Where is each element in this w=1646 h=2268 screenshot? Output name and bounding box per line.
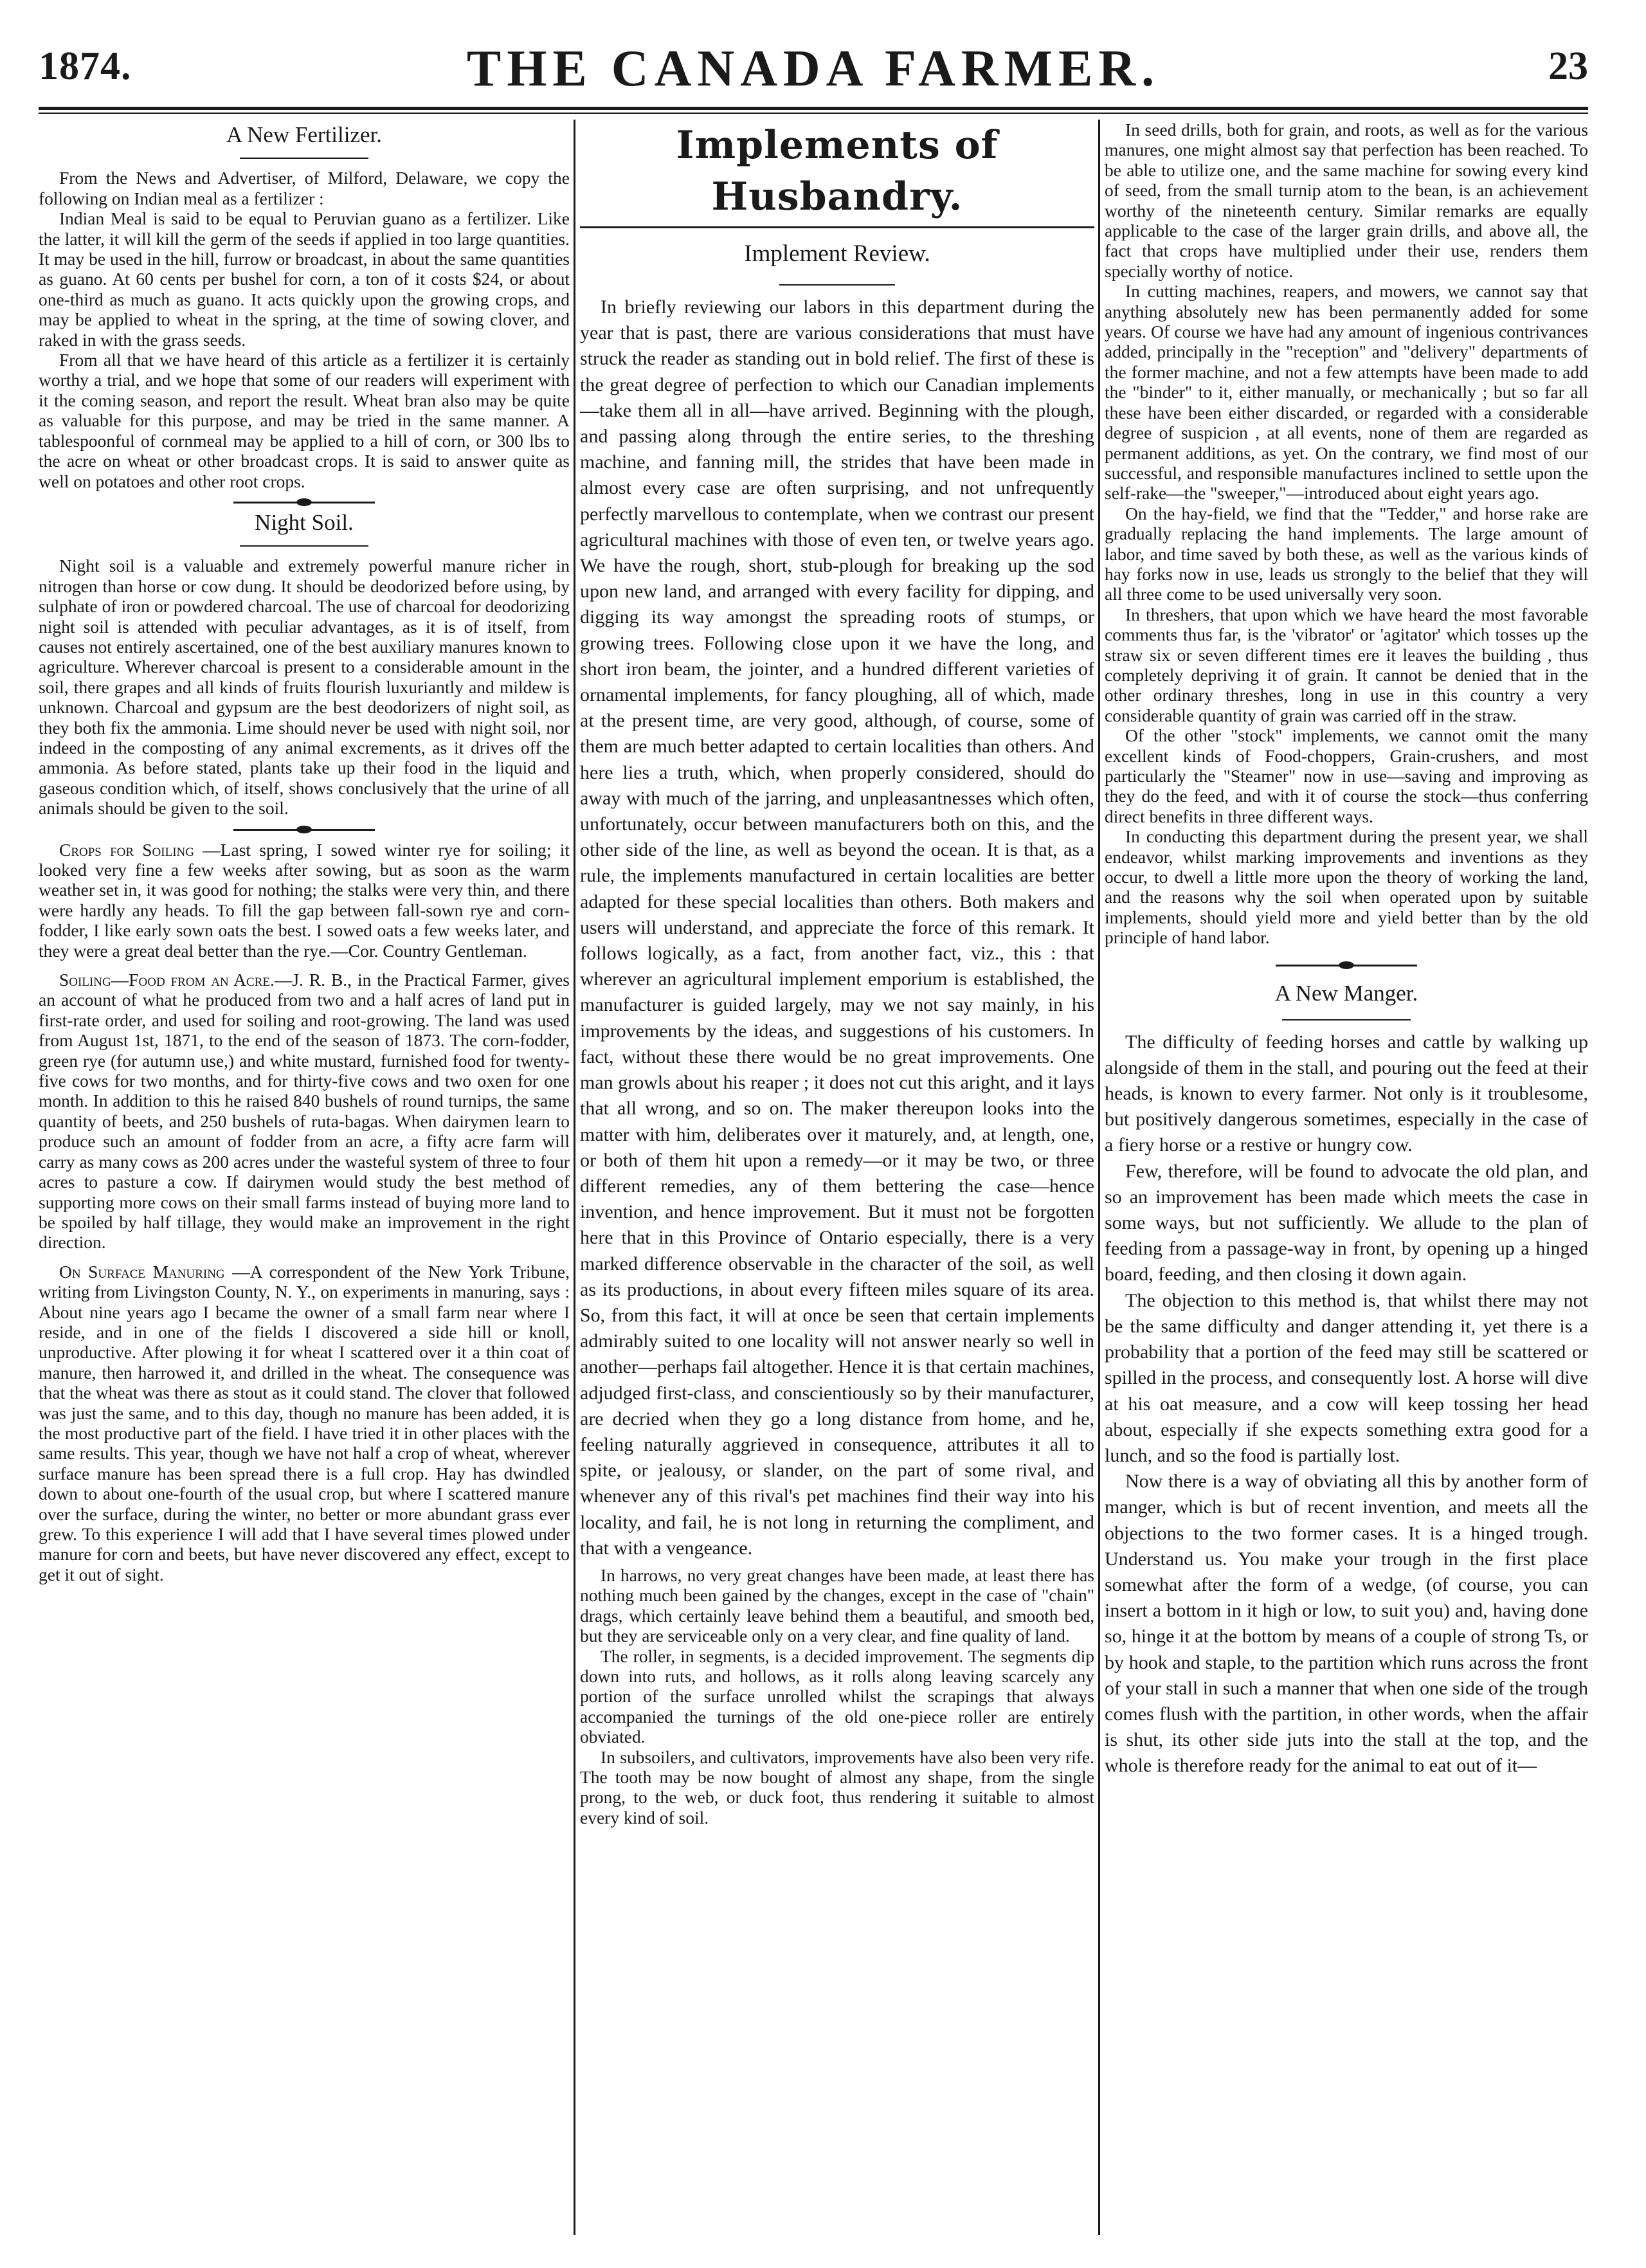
heading-rule <box>240 158 368 159</box>
divider-ornament <box>296 826 312 833</box>
item-lead: Soiling—Food from an Acre. <box>59 970 275 990</box>
article-implement-review-continued <box>580 1565 1094 1828</box>
page-number: 23 <box>1548 44 1588 88</box>
article-implement-review <box>580 295 1094 1561</box>
paragraph: From the News and Advertiser, of Milford, Delaware, we copy the following on Indian meal as a fertilizer : <box>39 168 570 208</box>
article-heading: A New Manger. <box>1274 980 1418 1006</box>
article-implement-review-continued <box>1105 120 1588 948</box>
section-divider <box>233 829 375 831</box>
item-text: —A correspondent of the New York Tribune, writing from Livingston County, N. Y., on experiments in manuring, says : About nine years ago I became the owner of a small farm near where I reside, and in one of the fields I discovered a side hill or knoll, unproductive. After plowing it for wheat I scattered over it a thin coat of manure, then harrowed it, and drilled in the wheat. The consequence was that the wheat was there as stout as it could stand. The clover that followed was just the same, and to this day, though no manure has been added, it is the most productive part of the field. I have tried it in other places with the same results. This year, though we have not half a crop of wheat, wherever surface manure has been spread there is a full crop. Hay has dwindled down to about one-fourth of the usual crop, but where I scattered manure over the surface, during the winter, no better or more abundant grass ever grew. To this experience I will add that I have several times plowed under manure for corn and beets, but have never discovered any effect, except to get it out of sight. <box>39 1261 570 1584</box>
section-divider <box>1276 965 1417 966</box>
article-new-manger <box>1105 1030 1588 1779</box>
newspaper-title: THE CANADA FARMER. <box>466 41 1161 97</box>
paragraph: Of the other "stock" implements, we cannot omit the many excellent kinds of Food-choppers, Grain-crushers, and most particularly the "Steamer" now in use—saving and improving as they do the feed, and with it of course the stock—thus conferring direct benefits in three different ways. <box>1105 725 1588 826</box>
paragraph: Night soil is a valuable and extremely powerful manure richer in nitrogen than horse or cow dung. It should be deodorized before using, by sulphate of iron or powdered charcoal. The use of charcoal for deodorizing night soil is attended with peculiar advantages, as it is of itself, from causes not entirely ascertained, one of the best auxiliary manures known to agriculture. Wherever charcoal is present to a considerable amount in the soil, there grapes and all kinds of fruits flourish luxuriantly and mildew is unknown. Charcoal and gypsum are the best deodorizers of night soil, as they both fix the ammonia. Lime should never be used with night soil, nor indeed in the composting of any animal excrements, as it drives off the ammonia. As before stated, plants take up their food in the liquid and gaseous condition which, of itself, shows conclusively that the urine of all animals should be given to the soil. <box>39 556 570 819</box>
item-text: —J. R. B., in the Practical Farmer, gives an account of what he produced from two and a half acres of land put in first-rate order, and used for soiling and root-growing. The land was used from August 1st, 1871, to the end of the season of 1873. The corn-fodder, green rye (for autumn use,) and white mustard, furnished food for twenty-five cows for two months, and for thirty-five cows and two oxen for one month. In addition to this he raised 840 bushels of round turnips, the same quantity of beets, and 250 bushels of ruta-bagas. When dairymen learn to produce such an amount of fodder from an acre, a fifty acre farm will carry as many cows as 200 acres under the wasteful system of three to four acres to pasture a cow. If dairymen would study the best method of supporting more cows on their small farms instead of buying more land to be spoiled by half tillage, they would make an improvement in the right direction. <box>39 970 570 1253</box>
section-title-rule <box>580 226 1094 228</box>
heading-rule <box>240 545 368 547</box>
divider-ornament <box>1339 961 1354 969</box>
paragraph: In conducting this department during the present year, we shall endeavor, whilst marking improvements and inventions as they occur, to dwell a little more upon the theory of working the land, and the reasons why the soil when operated upon by suitable implements, should yield more and yield better than by the old principle of hand labor. <box>1105 826 1588 948</box>
paragraph: In harrows, no very great changes have been made, at least there has nothing much been gained by the changes, except in the case of "chain" drags, which certainly leave behind them a beautiful, and smooth bed, but they are serviceable only on a very clear, and fine quality of land. <box>580 1565 1094 1646</box>
paragraph: In briefly reviewing our labors in this department during the year that is past, there are various considerations that must have struck the reader as standing out in bold relief. The first of these is the great degree of perfection to which our Canadian implements—take them all in all—have arrived. Beginning with the plough, and passing along through the entire series, to the threshing machine, and fanning mill, the strides that have been made in almost every case are often surprising, and not unfrequently perfectly marvellous to contemplate, when we contrast our present agricultural machines with those of even ten, or twelve years ago. We have the rough, short, stub-plough for breaking up the sod upon new land, and arranged with every facility for dipping, and digging its way amongst the spreading roots of stumps, or growing trees. Following close upon it we have the long, and short iron beam, the jointer, and a hundred different varieties of ornamental implements, for fancy ploughing, all of which, made at the present time, are very good, although, of course, some of them are much better adapted to certain localities than others. And here lies a truth, which, when properly considered, should do away with much of the jarring, and unpleasantnesses which often, unfortunately, occur between manufacturers both on this, and the other side of the line, as well as beyond the ocean. It is that, as a rule, the implements manufactured in certain localities are better adapted for these special localities than others. Both makers and users will understand, and appreciate the force of this remark. It follows logically, as a fact, from another fact, viz., this : that wherever an agricultural implement emporium is established, the manufacturer is guided largely, may we not say mainly, in his improvements by the ideas, and suggestions of his customers. In fact, without these there would be no great improvements. One man growls about his reaper ; it does not cut this aright, and it lays that all wrong, and so on. The maker thereupon looks into the matter with him, deliberates over it maturely, and, at length, one, or both of them hit upon a remedy—or it may be two, or three different remedies, any of them bettering the case—hence invention, and hence improvement. But it must not be forgotten here that in this Province of Ontario especially, there is a very marked difference observable in the character of the soil, as well as its productions, in about every fifteen miles square of its area. So, from this fact, it will at once be seen that certain implements admirably suited to one locality will not answer nearly so well in another—perhaps fail altogether. Hence it is that certain machines, adjudged first-class, and conscientiously so by their manufacturer, are decried when they go a long distance from home, and he, feeling naturally aggrieved in consequence, attributes it all to spite, or jealousy, or slander, on the part of some rival, and whenever any of this rival's pet machines find their way into his locality, and fail, he is not long in returning the compliment, and that with a vengeance. <box>580 296 1094 1559</box>
issue-year: 1874. <box>39 44 132 88</box>
masthead-rule-thin <box>39 113 1588 114</box>
article-night-soil <box>39 509 570 819</box>
item-lead: Crops for Soiling <box>59 839 194 860</box>
paragraph: In seed drills, both for grain, and roots, as well as for the various manures, one might almost say that perfection has been reached. To be able to utilize one, and the same machine for sowing every kind of seed, from the small turnip atom to the bean, is an achievement worthy of the nineteenth century. Similar remarks are equally applicable to the case of the larger grain drills, and above all, the fact that crops have multiplied under their use, renders them specially worthy of notice. <box>1105 120 1588 281</box>
article-heading: Night Soil. <box>255 509 354 535</box>
item-crops-for-soiling <box>39 840 570 961</box>
masthead-rule <box>39 107 1588 110</box>
section-title: Implements of Husbandry. <box>676 123 999 219</box>
paragraph: Now there is a way of obviating all this by another form of manger, which is but of recent invention, and meets all the objections to the two former cases. It is a hinged trough. Understand us. You make your trough in the first place somewhat after the form of a wedge, (of course, you can insert a bottom in it high or low, to suit you) and, having done so, hinge it at the bottom by means of a couple of strong Ts, or by hook and staple, to the partition which runs across the front of your stall in such a manner that when one side of the trough comes flush with the partition, in other words, when the affair is shut, its other side juts into the stall at the top, and the whole is therefore ready for the animal to eat out of it— <box>1105 1471 1588 1777</box>
item-lead: On Surface Manuring <box>59 1261 225 1282</box>
item-text: —Last spring, I sowed winter rye for soiling; it looked very fine a few weeks after sowing, but as soon as the warm weather set in, it was good for nothing; the stalks were very thin, and there were hardly any heads. To fill the gap between fall-sown rye and corn-fodder, I like early sown oats the best. I sowed oats a few weeks later, and they were a great deal better than the rye.—Cor. Country Gentleman. <box>39 839 570 961</box>
paragraph: From all that we have heard of this article as a fertilizer it is certainly worthy a trial, and we hope that some of our readers will experiment with it the coming season, and report the result. Wheat bran also may be quite as valuable for this purpose, and may be tried in the same manner. A tablespoonful of cornmeal may be applied to a hill of corn, or 300 lbs to the acre on wheat or other broadcast crops. It is said to answer quite as well on potatoes and other root crops. <box>39 350 570 491</box>
column-2 <box>580 120 1094 2242</box>
masthead <box>39 40 1588 102</box>
section-divider <box>233 502 375 503</box>
paragraph: In cutting machines, reapers, and mowers, we cannot say that anything absolutely new has been permanently added for some years. Of course we have had any amount of ingenious contrivances added, principally in the "reception" and "delivery" departments of the former machine, and not a few attempts have been made to add the "binder" to it, either manually, or mechanically ; but so far all these have been either discarded, or regarded with a considerable degree of suspicion , at all events, none of them are regarded as permanent additions, as yet. On the contrary, we find most of our successful, and responsible manufactures inclined to settle upon the self-rake—the "sweeper,"—introduced about eight years ago. <box>1105 281 1588 503</box>
paragraph: Indian Meal is said to be equal to Peruvian guano as a fertilizer. Like the latter, it will kill the germ of the seeds if applied in too large quantities. It may be used in the hill, furrow or broadcast, in about the same quantities as guano. At 60 cents per bushel for corn, a ton of it costs $24, or about one-third as much as guano. It acts quickly upon the growing crops, and may be applied to wheat in the spring, at the time of sowing clover, and raked in with the grass seeds. <box>39 208 570 350</box>
column-3 <box>1105 120 1588 2242</box>
item-soiling-food <box>39 970 570 1253</box>
heading-rule <box>779 284 895 286</box>
column-divider <box>1098 120 1100 2235</box>
paragraph: The objection to this method is, that whilst there may not be the same difficulty and danger attending it, yet there is a probability that a portion of the feed may still be scattered or spilled in the process, and consequently lost. A horse will dive at his oat measure, and a cow will keep tossing her head about, especially if she expects something extra good for a lunch, and so the food is partially lost. <box>1105 1289 1588 1466</box>
paragraph: The difficulty of feeding horses and cattle by walking up alongside of them in the stall, and pouring out the feed at their heads, is known to every farmer. Not only is it troublesome, but positively dangerous sometimes, especially in the case of a fiery horse or a restive or hungry cow. <box>1105 1031 1588 1156</box>
article-new-fertilizer <box>39 122 570 491</box>
heading-rule <box>1282 1019 1411 1021</box>
column-1 <box>39 120 570 2242</box>
column-divider <box>574 120 575 2235</box>
paragraph: In subsoilers, and cultivators, improvements have also been very rife. The tooth may be now bought of almost any shape, from the single prong, to the web, or duck foot, thus rendering it suitable to almost every kind of soil. <box>580 1746 1094 1828</box>
paragraph: Few, therefore, will be found to advocate the old plan, and so an improvement has been made which meets the case in some ways, but not sufficiently. We allude to the plan of feeding from a passage-way in front, by opening up a hinged board, feeding, and then closing it down again. <box>1105 1160 1588 1285</box>
divider-ornament <box>296 498 312 506</box>
paragraph: The roller, in segments, is a decided improvement. The segments dip down into ruts, and hollows, as it rolls along leaving scarcely any portion of the surface unrolled whilst the scrapings that always accompanied the turnings of the old one-piece roller are entirely obviated. <box>580 1646 1094 1747</box>
article-heading: Implement Review. <box>744 240 930 267</box>
paragraph: On the hay-field, we find that the "Tedder," and horse rake are gradually replacing the hand implements. The large amount of labor, and time saved by both these, as well as the various kinds of hay forks now in use, leads us strongly to the belief that they will all three come to be used universally very soon. <box>1105 503 1588 604</box>
item-surface-manuring <box>39 1262 570 1585</box>
article-heading: A New Fertilizer. <box>226 122 383 147</box>
paragraph: In threshers, that upon which we have heard the most favorable comments thus far, is the 'vibrator' or 'agitator' which tosses up the straw six or seven different times ere it leaves the building , thus completely depriving it of grain. It cannot be denied that in the other ordinary threshes, long in use in this country a very considerable quantity of grain was carried off in the straw. <box>1105 604 1588 725</box>
